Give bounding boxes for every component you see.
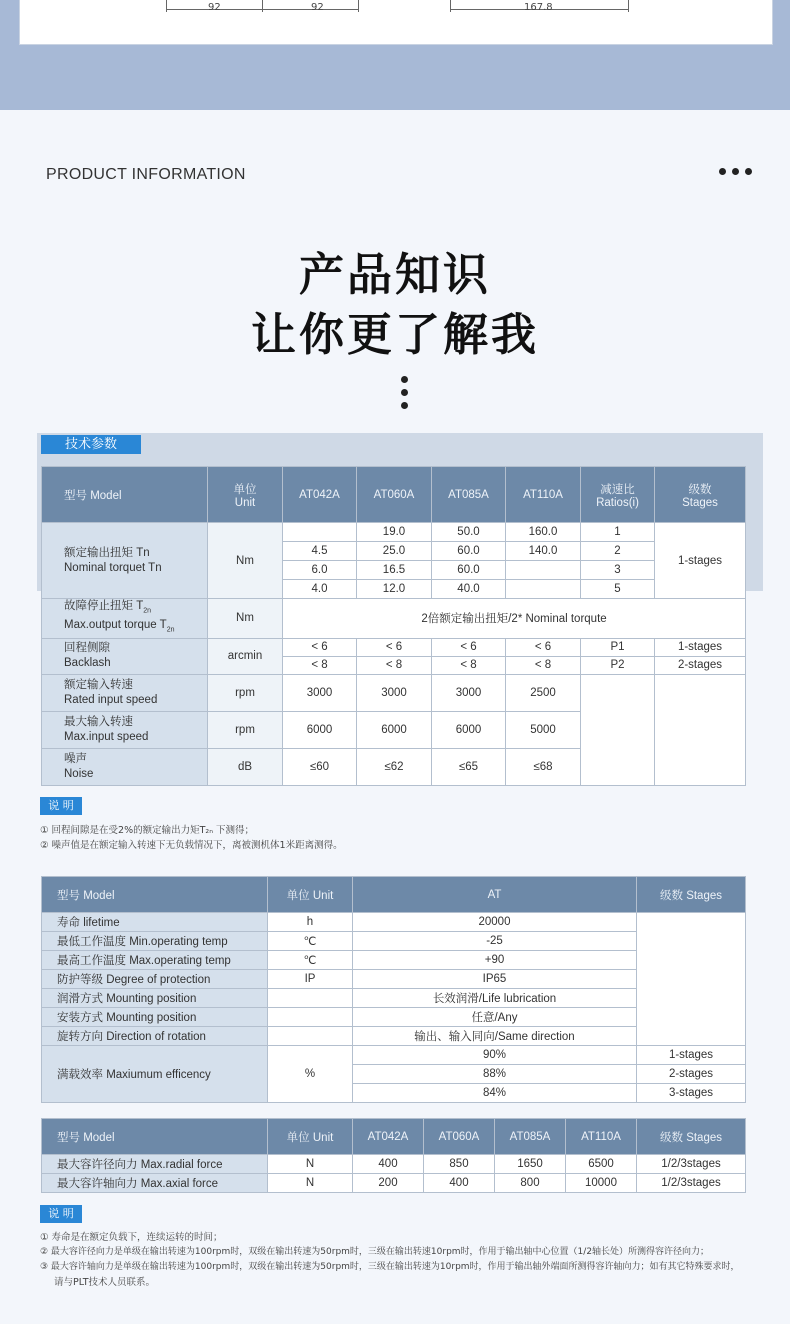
value-cell: 160.0	[506, 523, 581, 542]
row-label-rotation: 旋转方向 Direction of rotation	[42, 1027, 268, 1046]
dim-tick	[262, 0, 263, 12]
unit-cell: arcmin	[208, 638, 283, 674]
value-cell: < 6	[283, 638, 357, 656]
row-label-axial-force: 最大容许轴向力 Max.axial force	[42, 1174, 268, 1193]
value-cell: < 8	[283, 656, 357, 674]
header-at085a: AT085A	[432, 467, 506, 523]
unit-cell: Nm	[208, 599, 283, 639]
value-cell: 50.0	[432, 523, 506, 542]
value-cell: 400	[353, 1155, 424, 1174]
unit-cell: ℃	[268, 932, 353, 951]
row-label-rated-speed: 额定输入转速 Rated input speed	[42, 674, 208, 711]
unit-cell: rpm	[208, 674, 283, 711]
note-tag: 说 明	[40, 1205, 82, 1223]
value-cell: < 6	[506, 638, 581, 656]
ratio-cell: 3	[581, 561, 655, 580]
value-cell: 90%	[353, 1046, 637, 1065]
header-ratios: 减速比 Ratios(i)	[581, 467, 655, 523]
value-cell: 2500	[506, 674, 581, 711]
value-cell: 长效润滑/Life lubrication	[353, 989, 637, 1008]
dim-line	[262, 9, 358, 10]
more-dots-icon	[719, 168, 752, 175]
header-at042a: AT042A	[353, 1119, 424, 1155]
value-cell: 19.0	[357, 523, 432, 542]
unit-cell: ℃	[268, 951, 353, 970]
unit-cell	[268, 989, 353, 1008]
note-line: ① 寿命是在额定负载下，连续运转的时间；	[40, 1232, 223, 1243]
value-cell: 6000	[357, 711, 432, 748]
value-cell: 3000	[283, 674, 357, 711]
value-cell: < 8	[506, 656, 581, 674]
stages-cell: 3-stages	[637, 1084, 746, 1103]
header-at060a: AT060A	[424, 1119, 495, 1155]
value-cell: 3000	[357, 674, 432, 711]
header-unit: 单位 Unit	[268, 1119, 353, 1155]
vertical-dots-icon	[401, 376, 408, 409]
ratio-cell: P1	[581, 638, 655, 656]
note-line: ③ 最大容许轴向力是单级在输出转速为100rpm时，双级在输出转速为50rpm时，三级在输出转速为10rpm时，作用于输出轴外端面所测得容许轴向力；如有其它特殊要求时，	[40, 1262, 740, 1272]
section-header	[46, 164, 756, 184]
note-line: 请与PLT技术人员联系。	[54, 1277, 156, 1288]
dim-tick	[450, 0, 451, 12]
ratio-cell: 2	[581, 542, 655, 561]
unit-cell: rpm	[208, 711, 283, 748]
value-cell: 200	[353, 1174, 424, 1193]
header-unit: 单位 Unit	[268, 877, 353, 913]
row-label-protection: 防护等级 Degree of protection	[42, 970, 268, 989]
header-at110a: AT110A	[566, 1119, 637, 1155]
unit-cell	[268, 1008, 353, 1027]
header-stages: 级数 Stages	[637, 877, 746, 913]
value-cell: 850	[424, 1155, 495, 1174]
row-label-radial-force: 最大容许径向力 Max.radial force	[42, 1155, 268, 1174]
row-label-lifetime: 寿命 lifetime	[42, 913, 268, 932]
row-label-max-temp: 最高工作温度 Max.operating temp	[42, 951, 268, 970]
note-line: ② 最大容许径向力是单级在输出转速为100rpm时，双级在输出转速为50rpm时，三级在输出转速10rpm时，作用于输出轴中心位置（1/2轴长处）所测得容许径向力；	[40, 1247, 710, 1257]
ratio-cell: P2	[581, 656, 655, 674]
stages-cell: 1-stages	[655, 523, 746, 599]
value-cell: 88%	[353, 1065, 637, 1084]
value-cell: 84%	[353, 1084, 637, 1103]
dim-tick	[358, 0, 359, 12]
dimension-drawing	[19, 0, 773, 45]
header-stages: 级数 Stages	[637, 1119, 746, 1155]
note-line: ② 噪声值是在额定输入转速下无负载情况下，离被测机体1米距离测得。	[40, 840, 343, 851]
row-label-noise: 噪声 Noise	[42, 748, 208, 785]
row-label-mounting: 安装方式 Mounting position	[42, 1008, 268, 1027]
page-title-line2: 让你更了解我	[250, 308, 539, 361]
row-label-nominal-torque: 额定输出扭矩 Tn Nominal torquet Tn	[42, 523, 208, 599]
value-cell: -25	[353, 932, 637, 951]
unit-cell: N	[268, 1174, 353, 1193]
header-at085a: AT085A	[495, 1119, 566, 1155]
note-tag: 说 明	[40, 797, 82, 815]
value-cell: 4.0	[283, 580, 357, 599]
value-cell: 3000	[432, 674, 506, 711]
value-cell: 800	[495, 1174, 566, 1193]
stages-cell: 1-stages	[655, 638, 746, 656]
value-cell: 12.0	[357, 580, 432, 599]
tech-params-tag: 技术参数	[41, 435, 141, 454]
value-cell: < 6	[357, 638, 432, 656]
empty-cell	[655, 674, 746, 785]
value-cell: < 8	[432, 656, 506, 674]
unit-cell: IP	[268, 970, 353, 989]
header-model: 型号 Model	[42, 1119, 268, 1155]
spec-table-3	[41, 1118, 746, 1193]
row-label-lubrication: 润滑方式 Mounting position	[42, 989, 268, 1008]
value-cell: ≤62	[357, 748, 432, 785]
dim-tick	[628, 0, 629, 12]
row-label-max-speed: 最大输入转速 Max.input speed	[42, 711, 208, 748]
value-cell: 60.0	[432, 561, 506, 580]
value-cell: 任意/Any	[353, 1008, 637, 1027]
stages-cell: 1/2/3stages	[637, 1174, 746, 1193]
product-information-label: PRODUCT INFORMATION	[46, 166, 246, 183]
unit-cell: %	[268, 1046, 353, 1103]
value-cell: ≤68	[506, 748, 581, 785]
stages-cell: 1-stages	[637, 1046, 746, 1065]
dim-label: 167.8	[524, 2, 553, 13]
value-cell: 40.0	[432, 580, 506, 599]
header-at: AT	[353, 877, 637, 913]
row-label-min-temp: 最低工作温度 Min.operating temp	[42, 932, 268, 951]
value-cell	[506, 580, 581, 599]
value-cell: 6.0	[283, 561, 357, 580]
dim-label: 92	[311, 2, 324, 13]
header-unit: 单位 Unit	[208, 467, 283, 523]
value-cell: ≤65	[432, 748, 506, 785]
header-at060a: AT060A	[357, 467, 432, 523]
unit-cell	[268, 1027, 353, 1046]
header-model: 型号 Model	[42, 877, 268, 913]
dim-tick	[166, 0, 167, 12]
value-cell: 5000	[506, 711, 581, 748]
ratio-cell: 1	[581, 523, 655, 542]
stages-cell: 2-stages	[637, 1065, 746, 1084]
unit-cell: dB	[208, 748, 283, 785]
header-stages: 级数 Stages	[655, 467, 746, 523]
value-cell: 4.5	[283, 542, 357, 561]
value-cell: 1650	[495, 1155, 566, 1174]
spec-table-1	[41, 466, 746, 786]
stages-cell: 2-stages	[655, 656, 746, 674]
value-cell: 6000	[432, 711, 506, 748]
value-cell: < 8	[357, 656, 432, 674]
unit-cell: N	[268, 1155, 353, 1174]
value-cell	[506, 561, 581, 580]
row-label-backlash: 回程侧隙 Backlash	[42, 638, 208, 674]
value-cell: 60.0	[432, 542, 506, 561]
header-at042a: AT042A	[283, 467, 357, 523]
row-label-max-torque: 故障停止扭矩 $T_{2n}$ Max.output torque $T_{2n}$	[42, 599, 208, 639]
header-model: 型号 Model	[42, 467, 208, 523]
stages-cell: 1/2/3stages	[637, 1155, 746, 1174]
empty-cell	[581, 674, 655, 785]
dim-label: 92	[208, 2, 221, 13]
value-cell: ≤60	[283, 748, 357, 785]
value-cell: 16.5	[357, 561, 432, 580]
value-cell: 140.0	[506, 542, 581, 561]
value-cell: 25.0	[357, 542, 432, 561]
value-cell: 20000	[353, 913, 637, 932]
note-line: ① 回程间隙是在受2%的额定输出力矩T₂ₙ 下测得；	[40, 825, 255, 836]
value-cell: 6500	[566, 1155, 637, 1174]
value-cell: +90	[353, 951, 637, 970]
row-label-efficiency: 满载效率 Maxiumum efficency	[42, 1046, 268, 1103]
value-cell: IP65	[353, 970, 637, 989]
value-cell: 6000	[283, 711, 357, 748]
value-cell: < 6	[432, 638, 506, 656]
page-title-line1: 产品知识	[298, 248, 491, 301]
header-at110a: AT110A	[506, 467, 581, 523]
max-torque-value: 2倍额定输出扭矩/2* Nominal torqute	[283, 599, 746, 639]
unit-cell: h	[268, 913, 353, 932]
value-cell: 400	[424, 1174, 495, 1193]
value-cell: 10000	[566, 1174, 637, 1193]
ratio-cell: 5	[581, 580, 655, 599]
spec-table-2	[41, 876, 746, 1103]
empty-cell	[637, 913, 746, 1046]
unit-cell: Nm	[208, 523, 283, 599]
value-cell: 输出、输入同向/Same direction	[353, 1027, 637, 1046]
value-cell	[283, 523, 357, 542]
